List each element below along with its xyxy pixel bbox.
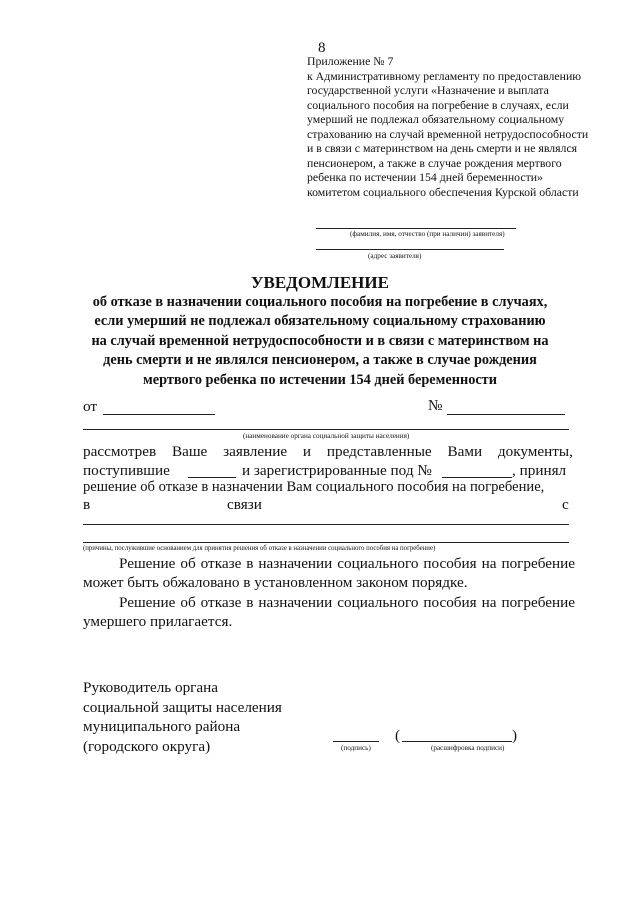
reasons-caption: (причины, послужившие основанием для принятия решения об отказе в назначении социального пособия на погребение) [83, 545, 436, 552]
appendix-line: ребенка по истечении 154 дней беременности» [307, 170, 543, 184]
applicant-address-line[interactable] [316, 249, 504, 250]
signatory-line: (городского округа) [83, 737, 211, 755]
appeal-paragraph-first-line: Решение об отказе в назначении социального пособия на погребение [119, 555, 575, 572]
appendix-line: комитетом социального обеспечения Курской области [307, 184, 579, 199]
signatory-line: Руководитель органа [83, 679, 219, 696]
body-line-1 [83, 443, 573, 461]
appendix-line: государственной услуги «Назначение и выплата [307, 83, 549, 97]
received-date-line[interactable] [188, 477, 236, 478]
appeal-paragraph [83, 554, 575, 592]
applicant-name-line[interactable] [316, 228, 516, 229]
body-word: с [562, 496, 569, 513]
document-subtitle [70, 293, 570, 390]
appendix-header [307, 54, 607, 199]
document-title: УВЕДОМЛЕНИЕ [251, 273, 389, 292]
subtitle-line: об отказе в назначении социального пособия на погребение в случаях, [92, 294, 548, 310]
applicant-name-caption: (фамилия, имя, отчество (при наличии) заявителя) [350, 230, 505, 238]
body-word: заявление [223, 443, 288, 460]
signature-line[interactable] [333, 741, 379, 742]
appendix-line: страхованию на случай временной нетрудоспособности [307, 126, 589, 141]
from-label: от [83, 398, 98, 415]
body-word: представленные [326, 443, 432, 460]
body-word: Ваше [171, 443, 208, 460]
appeal-paragraph-rest: может быть обжаловано в установленном законом порядке. [83, 574, 468, 591]
decoding-paren-open: ( [395, 727, 401, 744]
notice-number-line[interactable] [447, 414, 565, 415]
signatory-line: социальной защиты населения [83, 698, 282, 716]
appendix-line: и в связи с материнством на день смерти и не являлся [307, 141, 578, 155]
body-word: документы, [497, 443, 573, 460]
attachment-paragraph-first-line: Решение об отказе в назначении социального пособия на погребение [119, 594, 575, 611]
signature-decoding-line[interactable] [402, 741, 512, 742]
appendix-line: Приложение № 7 [307, 54, 394, 68]
decoding-caption: (расшифровка подписи) [431, 744, 505, 752]
body-line-3: решение об отказе в назначении Вам социального пособия на погребение, [83, 479, 545, 495]
page-number: 8 [318, 40, 326, 56]
signature-caption: (подпись) [341, 744, 371, 752]
body-word: рассмотрев [83, 443, 157, 460]
registration-number-line[interactable] [442, 477, 512, 478]
body-word: связи [227, 496, 262, 513]
attachment-paragraph [83, 593, 575, 631]
appendix-line: социального пособия на погребение в случаях, если [307, 97, 569, 112]
body-word: в [83, 496, 91, 513]
decoding-paren-close: ) [512, 727, 518, 744]
body-word: и [302, 443, 312, 460]
reasons-line-1[interactable] [83, 524, 569, 525]
subtitle-line: на случай временной нетрудоспособности и в связи с материнством на [91, 332, 549, 349]
signatory-line: муниципального района [83, 718, 241, 735]
applicant-address-caption: (адрес заявителя) [368, 252, 422, 260]
attachment-paragraph-rest: умершего прилагается. [83, 613, 233, 630]
body-line-2b: и зарегистрированные под № [242, 462, 432, 479]
from-date-line[interactable] [103, 414, 215, 415]
reasons-line-2[interactable] [83, 542, 569, 543]
body-line-2a: поступившие [83, 462, 170, 479]
body-line-2c: , принял [512, 462, 567, 479]
appendix-line: к Административному регламенту по предоставлению [307, 68, 582, 83]
number-label: № [428, 397, 443, 414]
subtitle-line: мертвого ребенка по истечении 154 дней беременности [143, 371, 497, 388]
appendix-line: пенсионером, а также в случае рождения мертвого [307, 155, 562, 170]
signatory-title [83, 678, 282, 756]
subtitle-line: если умерший не подлежал обязательному социальному страхованию [94, 313, 546, 330]
organization-caption: (наименование органа социальной защиты населения) [243, 432, 410, 440]
subtitle-line: день смерти и не являлся пенсионером, а также в случае рождения [103, 352, 537, 369]
organization-line[interactable] [83, 429, 569, 430]
body-word: Вами [447, 443, 483, 460]
appendix-line: умерший не подлежал обязательному социальному [307, 112, 565, 126]
